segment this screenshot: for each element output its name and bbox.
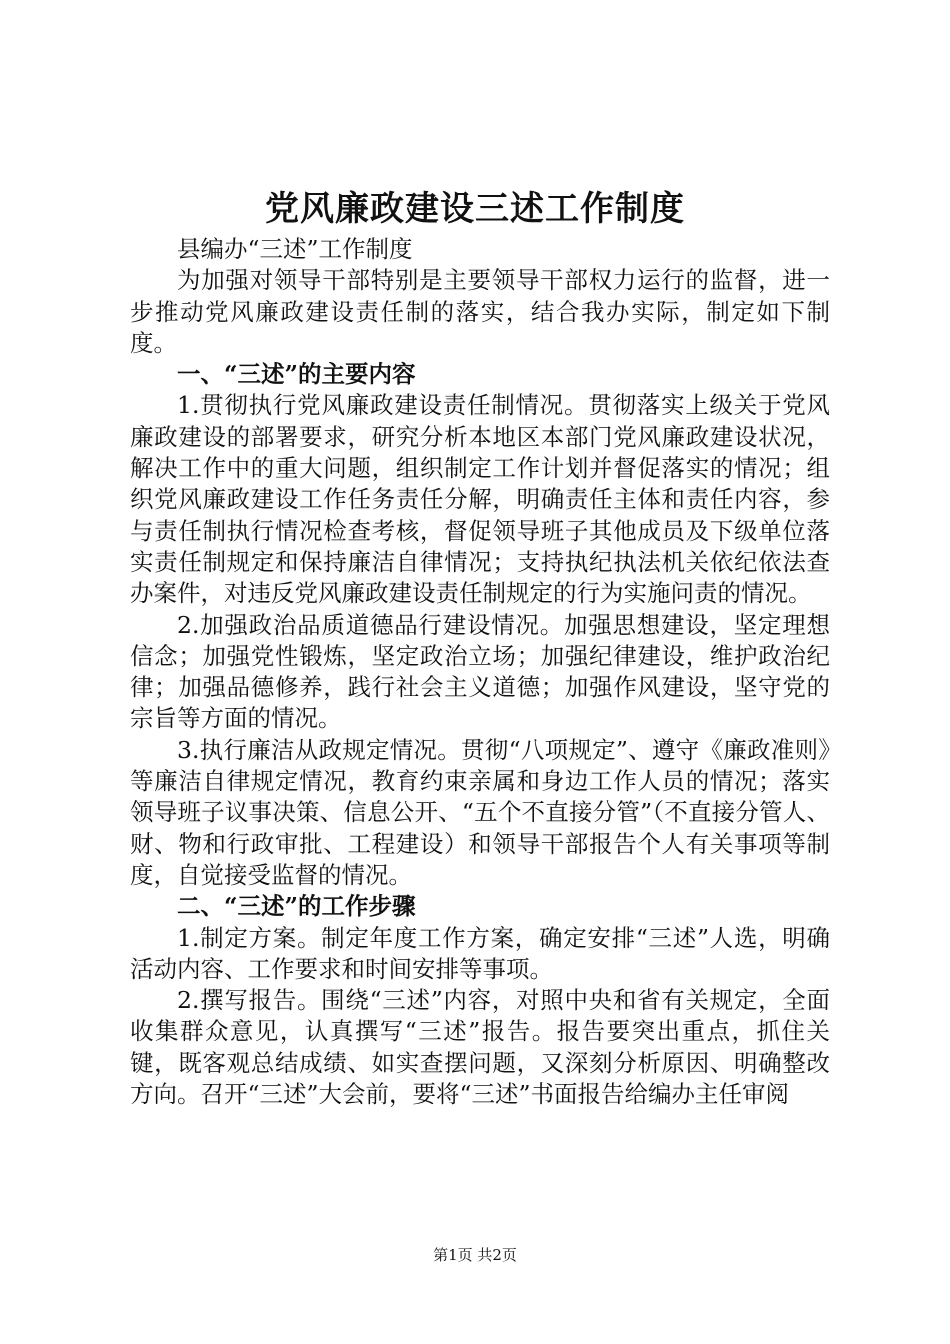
paragraph-subtitle: 县编办“三述”工作制度	[177, 235, 413, 263]
document-title: 党风廉政建设三述工作制度	[265, 189, 685, 229]
section-heading-1: 一、“三述”的主要内容	[177, 360, 416, 389]
document-body	[130, 234, 830, 1110]
paragraph-intro: 为加强对领导干部特别是主要领导干部权力运行的监督，进一步推动党风廉政建设责任制的落实，结合我办实际，制定如下制度。	[130, 266, 830, 357]
section-heading-2: 二、“三述”的工作步骤	[177, 892, 416, 921]
paragraph-item-2-2: 2.撰写报告。围绕“三述”内容，对照中央和省有关规定，全面收集群众意见，认真撰写“三述”报告。报告要突出重点，抓住关键，既客观总结成绩、如实查摆问题，又深刻分析原因、明确整改方向。召开“三述”大会前，要将“三述”书面报告给编办主任审阅	[130, 986, 830, 1109]
paragraph-item-2-1: 1.制定方案。制定年度工作方案，确定安排“三述”人选，明确活动内容、工作要求和时间安排等事项。	[130, 923, 830, 983]
paragraph-item-1-3: 3.执行廉洁从政规定情况。贯彻“八项规定”、遵守《廉政准则》等廉洁自律规定情况，教育约束亲属和身边工作人员的情况；落实领导班子议事决策、信息公开、“五个不直接分管”（不直接分管人、财、物和行政审批、工程建设）和领导干部报告个人有关事项等制度，自觉接受监督的情况。	[130, 735, 830, 889]
paragraph-item-1-1: 1.贯彻执行党风廉政建设责任制情况。贯彻落实上级关于党风廉政建设的部署要求，研究分析本地区本部门党风廉政建设状况，解决工作中的重大问题，组织制定工作计划并督促落实的情况；组织党风廉政建设工作任务责任分解，明确责任主体和责任内容，参与责任制执行情况检查考核，督促领导班子其他成员及下级单位落实责任制规定和保持廉洁自律情况；支持执纪执法机关依纪依法查办案件，对违反党风廉政建设责任制规定的行为实施问责的情况。	[130, 391, 830, 608]
page-number-footer: 第1页 共2页	[433, 1246, 517, 1264]
paragraph-item-1-2: 2.加强政治品质道德品行建设情况。加强思想建设，坚定理想信念；加强党性锻炼，坚定政治立场；加强纪律建设，维护政治纪律；加强品德修养，践行社会主义道德；加强作风建设，坚守党的宗旨等方面的情况。	[130, 610, 830, 733]
